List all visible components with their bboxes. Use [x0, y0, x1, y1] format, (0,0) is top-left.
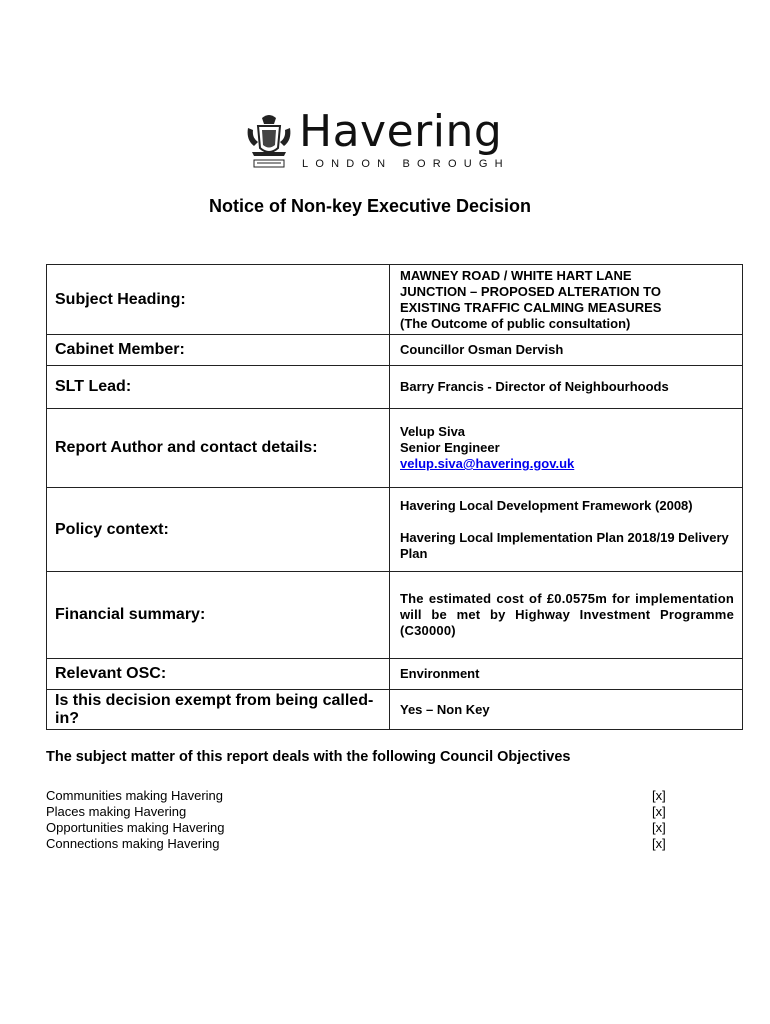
- author-role: Senior Engineer: [400, 440, 500, 455]
- subject-line: (The Outcome of public consultation): [400, 315, 631, 331]
- cabinet-member-label: Cabinet Member:: [47, 335, 390, 366]
- table-row: [47, 659, 743, 690]
- cabinet-member-value: Councillor Osman Dervish: [390, 335, 743, 366]
- list-item: [46, 836, 668, 852]
- objective-checkbox: [x]: [652, 804, 666, 819]
- financial-summary-label: Financial summary:: [47, 572, 390, 659]
- objective-label: Communities making Havering: [46, 788, 224, 803]
- coat-of-arms-icon: [244, 112, 294, 172]
- table-row: [47, 409, 743, 488]
- author-email-link[interactable]: velup.siva@havering.gov.uk: [400, 456, 575, 471]
- subject-heading-label: Subject Heading:: [47, 265, 390, 335]
- subject-line: JUNCTION – PROPOSED ALTERATION TO: [400, 283, 661, 299]
- policy-context-value: [390, 488, 743, 572]
- table-row: [47, 572, 743, 659]
- list-item: [46, 804, 668, 820]
- slt-lead-value: Barry Francis - Director of Neighbourhoods: [390, 366, 743, 409]
- call-in-value: Yes – Non Key: [390, 690, 743, 730]
- havering-logo: [244, 106, 524, 174]
- subject-line: EXISTING TRAFFIC CALMING MEASURES: [400, 299, 662, 315]
- author-name: Velup Siva: [400, 424, 466, 439]
- objective-label: Places making Havering: [46, 804, 187, 819]
- subject-heading-value: [390, 265, 743, 335]
- subject-line: MAWNEY ROAD / WHITE HART LANE: [400, 267, 632, 283]
- objective-label: Connections making Havering: [46, 836, 220, 851]
- objectives-list: [46, 788, 668, 852]
- report-author-label: Report Author and contact details:: [47, 409, 390, 488]
- logo-tagline: LONDON BOROUGH: [302, 158, 510, 170]
- table-row: [47, 335, 743, 366]
- relevant-osc-value: Environment: [390, 659, 743, 690]
- objective-checkbox: [x]: [652, 788, 666, 803]
- relevant-osc-label: Relevant OSC:: [47, 659, 390, 690]
- policy-item: Havering Local Development Framework (2008): [400, 497, 693, 513]
- objectives-heading: The subject matter of this report deals with the following Council Objectives: [46, 749, 571, 765]
- policy-item: Havering Local Implementation Plan 2018/19 Delivery Plan: [400, 529, 729, 561]
- table-row: [47, 366, 743, 409]
- objective-checkbox: [x]: [652, 836, 666, 851]
- objective-label: Opportunities making Havering: [46, 820, 225, 835]
- slt-lead-label: SLT Lead:: [47, 366, 390, 409]
- table-row: [47, 690, 743, 730]
- table-row: [47, 488, 743, 572]
- decision-info-table: [46, 264, 743, 730]
- call-in-label: Is this decision exempt from being called-in?: [47, 690, 390, 730]
- report-author-value: [390, 409, 743, 488]
- document-title: Notice of Non-key Executive Decision: [208, 196, 532, 216]
- list-item: [46, 788, 668, 804]
- financial-summary-value: The estimated cost of £0.0575m for implementation will be met by Highway Investment Programme (C30000): [390, 572, 743, 659]
- table-row: [47, 265, 743, 335]
- logo-wordmark: Havering: [299, 106, 503, 157]
- objective-checkbox: [x]: [652, 820, 666, 835]
- list-item: [46, 820, 668, 836]
- policy-context-label: Policy context:: [47, 488, 390, 572]
